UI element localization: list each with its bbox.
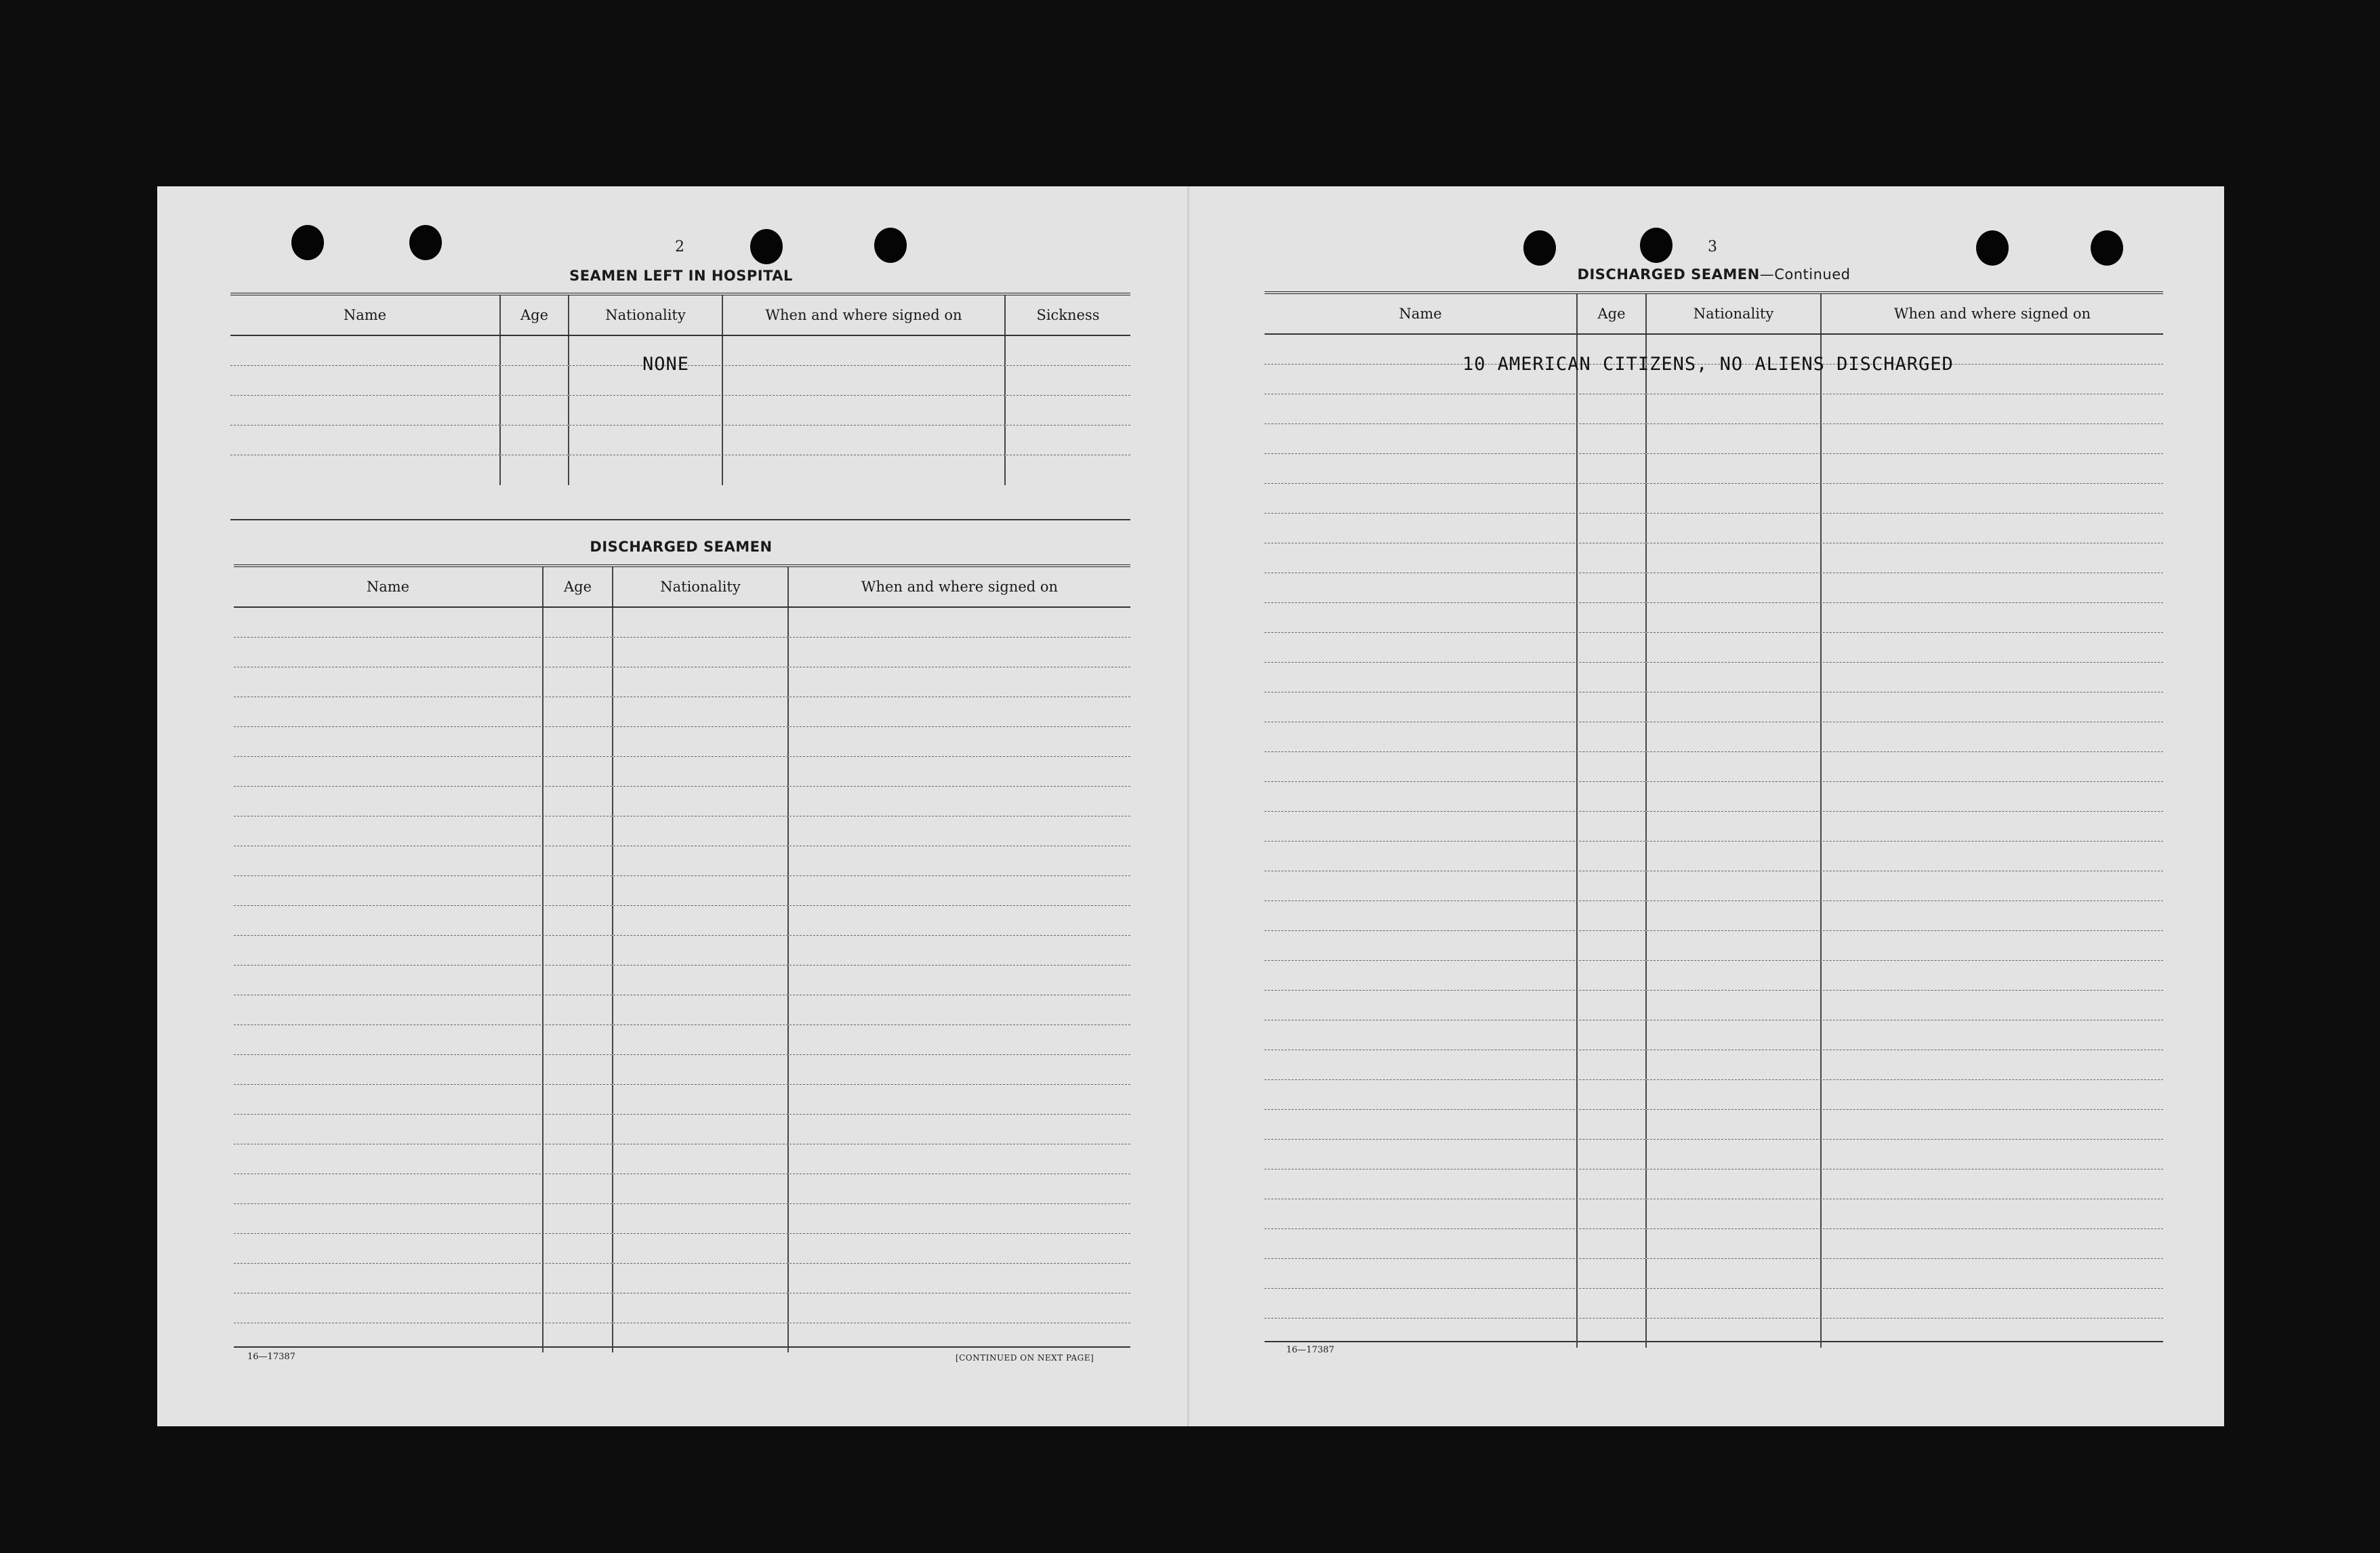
column-header: Age — [543, 567, 613, 606]
punch-hole — [874, 228, 907, 263]
table-row — [1265, 394, 2163, 424]
table-row — [234, 1234, 1130, 1264]
table-row — [234, 936, 1130, 966]
discharged-table — [234, 564, 1130, 1348]
table-row — [234, 1293, 1130, 1323]
page-number: 3 — [1708, 239, 1717, 255]
table-row — [230, 426, 1130, 455]
table-header — [234, 567, 1130, 608]
table-header — [230, 295, 1130, 336]
table-row — [234, 876, 1130, 906]
table-row — [234, 846, 1130, 876]
table-row — [1265, 663, 2163, 692]
form-number: 16—17387 — [247, 1352, 295, 1362]
table-row — [1265, 603, 2163, 633]
hospital-entry: NONE — [642, 354, 690, 375]
section-title-discharged: DISCHARGED SEAMEN — [590, 539, 773, 555]
table-row — [234, 667, 1130, 697]
table-row — [1265, 1169, 2163, 1199]
column-header: Name — [230, 295, 501, 335]
table-row — [234, 608, 1130, 638]
table-row — [1265, 782, 2163, 812]
discharged-continued-rows — [1265, 335, 2163, 1348]
table-row — [1265, 454, 2163, 484]
table-row — [1265, 931, 2163, 961]
section-title-discharged-continued — [1265, 266, 2163, 283]
table-row — [1265, 1199, 2163, 1229]
column-header: Name — [234, 567, 543, 606]
table-row — [234, 906, 1130, 936]
table-row — [1265, 991, 2163, 1020]
table-row — [1265, 961, 2163, 991]
table-row — [1265, 752, 2163, 782]
table-row — [234, 1174, 1130, 1204]
section-title-hospital: SEAMEN LEFT IN HOSPITAL — [569, 268, 793, 284]
column-header: Nationality — [569, 295, 723, 335]
punch-hole — [2091, 230, 2123, 266]
table-row — [1265, 1319, 2163, 1348]
discharged-rows — [234, 608, 1130, 1352]
table-row — [234, 1264, 1130, 1293]
table-row — [1265, 871, 2163, 901]
table-row — [1265, 514, 2163, 543]
table-row — [1265, 484, 2163, 514]
table-row — [1265, 1140, 2163, 1169]
table-row — [1265, 812, 2163, 842]
table-row — [234, 1323, 1130, 1352]
table-row — [1265, 424, 2163, 454]
column-header: Nationality — [613, 567, 789, 606]
table-row — [1265, 842, 2163, 871]
column-header: When and where signed on — [723, 295, 1006, 335]
table-row — [230, 396, 1130, 426]
discharged-continued-table — [1265, 291, 2163, 1342]
table-row — [234, 1085, 1130, 1115]
table-row — [234, 727, 1130, 757]
table-row — [1265, 543, 2163, 573]
column-header: When and where signed on — [861, 579, 1059, 595]
table-row — [1265, 1289, 2163, 1319]
table-row — [234, 1115, 1130, 1144]
page-fold — [1187, 186, 1189, 1426]
table-header — [1265, 294, 2163, 335]
column-header: Nationality — [1647, 294, 1822, 333]
page-number: 2 — [675, 239, 684, 255]
punch-hole — [1523, 230, 1556, 266]
table-row — [234, 995, 1130, 1025]
table-row — [1265, 1229, 2163, 1259]
column-header: Age — [501, 295, 569, 335]
table-row — [230, 455, 1130, 485]
table-row — [234, 1055, 1130, 1085]
table-row — [1265, 901, 2163, 931]
table-row — [1265, 1050, 2163, 1080]
punch-hole — [1640, 228, 1673, 263]
table-row — [234, 1144, 1130, 1174]
table-row — [234, 816, 1130, 846]
table-row — [1265, 1080, 2163, 1110]
table-row — [234, 638, 1130, 667]
form-number: 16—17387 — [1286, 1345, 1334, 1355]
table-row — [1265, 692, 2163, 722]
column-header: Age — [1578, 294, 1647, 333]
table-row — [1265, 722, 2163, 752]
table-row — [234, 787, 1130, 816]
table-row — [234, 697, 1130, 727]
column-header: Sickness — [1036, 307, 1100, 323]
section-title-text: DISCHARGED SEAMEN — [1577, 266, 1760, 283]
punch-hole — [409, 225, 442, 260]
table-row — [1265, 1020, 2163, 1050]
section-title-suffix: —Continued — [1759, 266, 1851, 283]
table-row — [234, 1204, 1130, 1234]
table-row — [234, 966, 1130, 995]
discharged-entry: 10 AMERICAN CITIZENS, NO ALIENS DISCHARGED — [1462, 354, 1954, 375]
table-row — [1265, 1259, 2163, 1289]
punch-hole — [1976, 230, 2009, 266]
table-row — [1265, 1110, 2163, 1140]
table-row — [234, 1025, 1130, 1055]
column-header: Name — [1265, 294, 1578, 333]
table-row — [1265, 633, 2163, 663]
table-row — [234, 757, 1130, 787]
continued-note: [CONTINUED ON NEXT PAGE] — [956, 1353, 1094, 1363]
punch-hole — [291, 225, 324, 260]
punch-hole — [750, 229, 783, 264]
hospital-table — [230, 293, 1130, 520]
column-header: When and where signed on — [1893, 306, 2091, 322]
table-row — [1265, 573, 2163, 603]
